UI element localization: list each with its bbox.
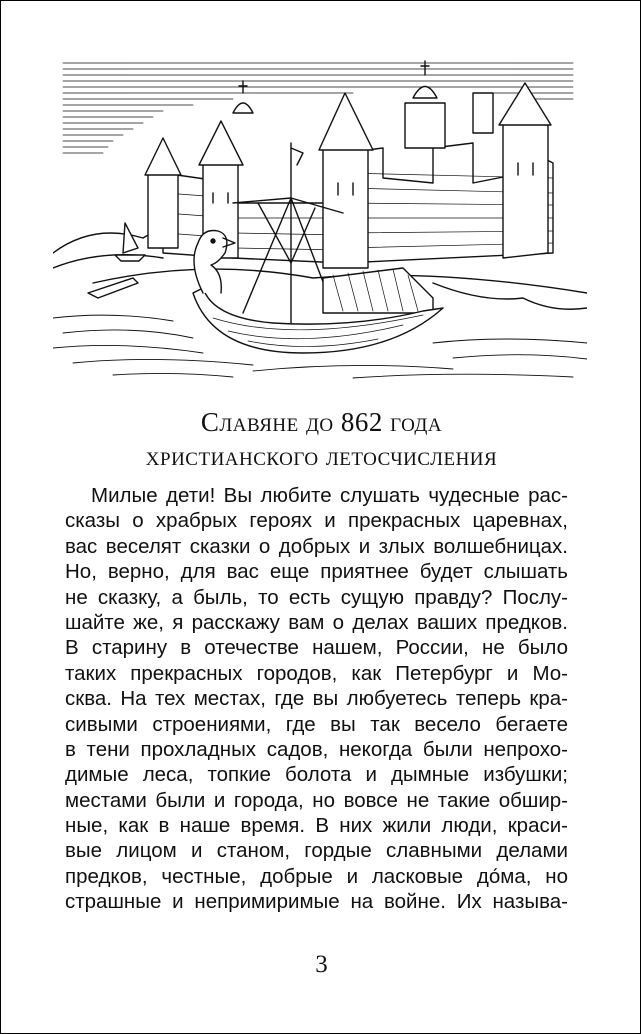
chapter-title-line-2: христианского летосчисления xyxy=(145,441,498,471)
text-line: таких прекрасных городов, как Петербург и Мо- xyxy=(65,661,568,685)
text-line: В старину в отечестве нашем, России, не было xyxy=(65,636,568,660)
chapter-title xyxy=(1,405,641,473)
text-line: местами были и города, но вовсе не такие обшир- xyxy=(65,788,568,812)
text-line: сква. На тех местах, где вы любуетесь теперь кра- xyxy=(65,687,568,711)
text-line: сивыми строениями, где вы так весело бегаете xyxy=(65,712,568,736)
text-line: димые леса, топкие болота и дымные избушки; xyxy=(65,763,568,787)
chapter-title-line-1: Славяне до 862 года xyxy=(200,407,443,437)
body-paragraph xyxy=(65,483,568,915)
text-line: ные, как в наше время. В них жили люди, краси- xyxy=(65,814,568,838)
text-line: страшные и непримиримые на войне. Их называ- xyxy=(65,890,568,914)
text-line: Но, верно, для вас еще приятнее будет слышать xyxy=(65,560,568,584)
text-line: вас веселят сказки о добрых и злых волшебницах. xyxy=(65,534,568,558)
fortress-swan-boat-illustration xyxy=(53,53,587,383)
text-line: предков, честные, добрые и ласковые до́ма, но xyxy=(65,864,568,888)
text-line: шайте же, я расскажу вам о делах ваших предков. xyxy=(65,610,568,634)
page-number: 3 xyxy=(315,951,328,978)
text-line: в тени прохладных садов, некогда были непрохо- xyxy=(65,737,568,761)
text-line: вые лицом и станом, гордые славными делами xyxy=(65,839,568,863)
text-line: не сказку, а быль, то есть сущую правду? Послу- xyxy=(65,585,568,609)
text-line: Милые дети! Вы любите слушать чудесные рас- xyxy=(91,484,568,507)
text-line: сказы о храбрых героях и прекрасных царевнах, xyxy=(65,509,568,533)
